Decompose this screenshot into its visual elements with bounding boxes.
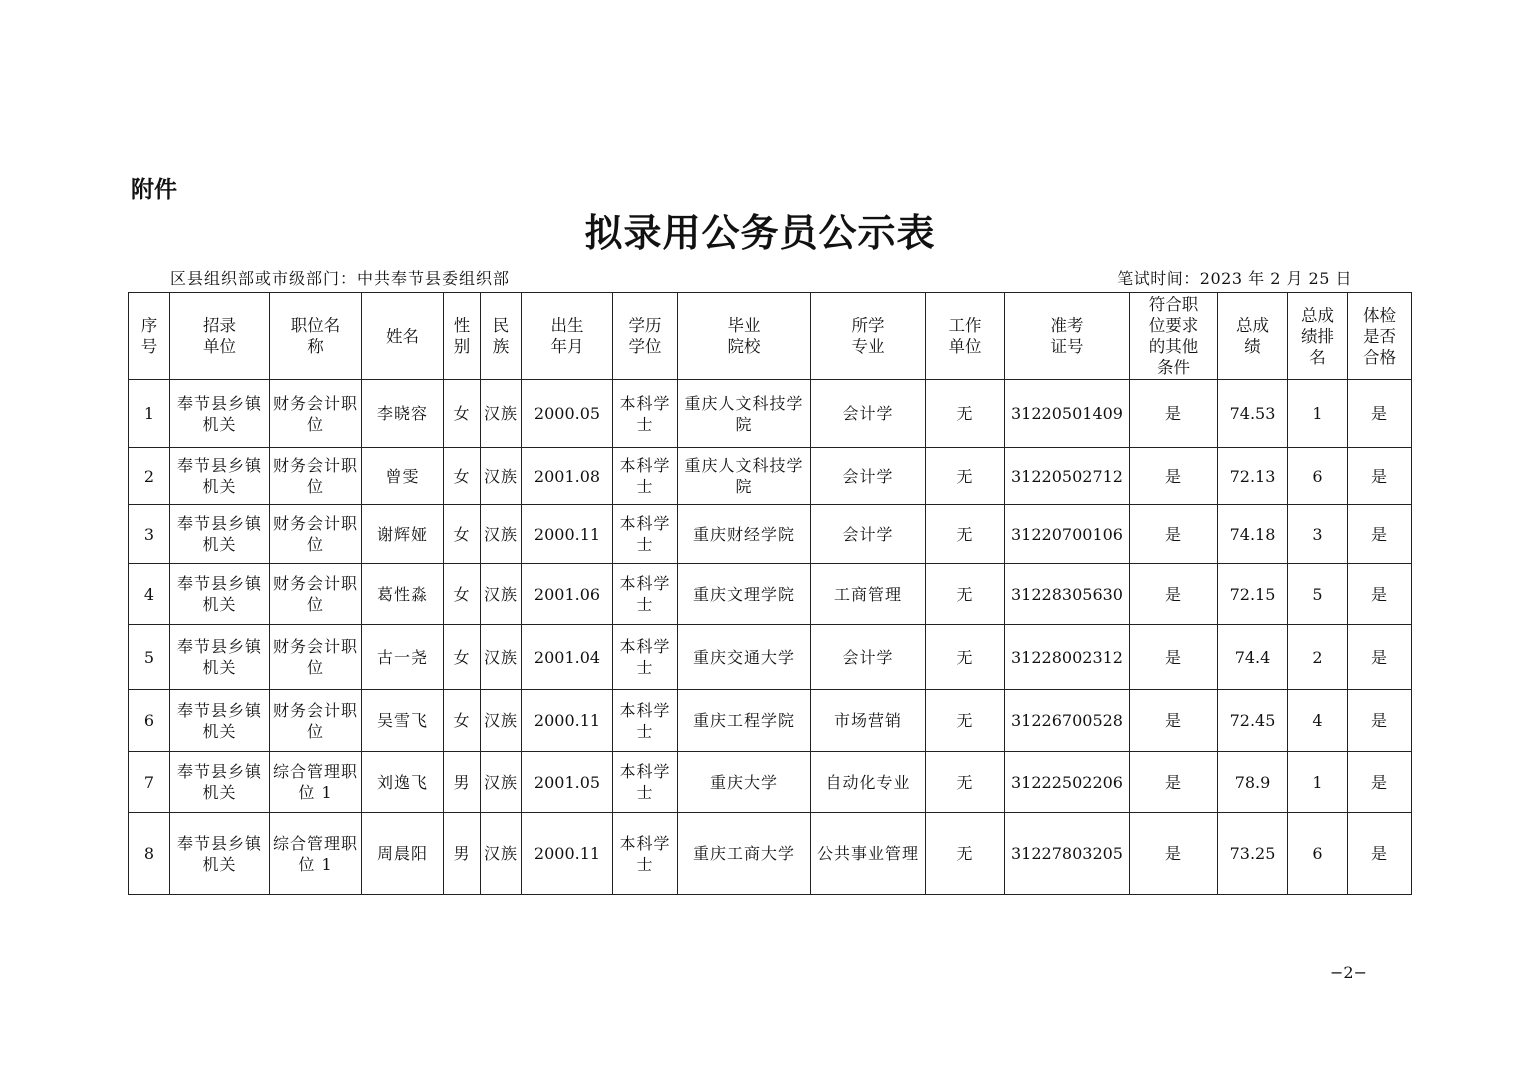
cell-degree: 本科学士	[613, 813, 678, 895]
cell-major: 会计学	[811, 625, 926, 690]
cell-school: 重庆工程学院	[678, 690, 811, 752]
page-number: −2−	[1330, 963, 1367, 982]
cell-ethnicity: 汉族	[481, 690, 522, 752]
cell-rank: 1	[1288, 380, 1348, 448]
cell-unit: 奉节县乡镇机关	[170, 448, 270, 505]
cell-school: 重庆工商大学	[678, 813, 811, 895]
cell-rank: 1	[1288, 752, 1348, 813]
cell-score: 74.4	[1218, 625, 1288, 690]
cell-major: 自动化专业	[811, 752, 926, 813]
cell-name: 谢辉娅	[362, 505, 444, 564]
cell-birth: 2001.04	[522, 625, 613, 690]
cell-ethnicity: 汉族	[481, 505, 522, 564]
cell-physical: 是	[1348, 505, 1412, 564]
cell-position: 财务会计职位	[270, 690, 362, 752]
cell-no: 2	[129, 448, 170, 505]
cell-score: 74.18	[1218, 505, 1288, 564]
cell-workplace: 无	[926, 625, 1005, 690]
cell-unit: 奉节县乡镇机关	[170, 752, 270, 813]
table-row	[129, 505, 1412, 564]
department-line: 区县组织部或市级部门：中共奉节县委组织部	[170, 269, 511, 288]
cell-no: 8	[129, 813, 170, 895]
cell-score: 72.13	[1218, 448, 1288, 505]
cell-physical: 是	[1348, 625, 1412, 690]
cell-school: 重庆大学	[678, 752, 811, 813]
cell-no: 4	[129, 564, 170, 625]
col-header-ethnicity: 民 族	[481, 293, 522, 380]
cell-exam-id: 31222502206	[1005, 752, 1130, 813]
cell-position: 财务会计职位	[270, 380, 362, 448]
cell-degree: 本科学士	[613, 505, 678, 564]
cell-no: 7	[129, 752, 170, 813]
cell-position: 财务会计职位	[270, 448, 362, 505]
cell-workplace: 无	[926, 380, 1005, 448]
cell-physical: 是	[1348, 690, 1412, 752]
col-header-score: 总成 绩	[1218, 293, 1288, 380]
cell-no: 6	[129, 690, 170, 752]
cell-other: 是	[1130, 625, 1218, 690]
table-row	[129, 380, 1412, 448]
cell-position: 综合管理职位 1	[270, 813, 362, 895]
col-header-other: 符合职 位要求 的其他 条件	[1130, 293, 1218, 380]
cell-degree: 本科学士	[613, 380, 678, 448]
cell-degree: 本科学士	[613, 690, 678, 752]
cell-unit: 奉节县乡镇机关	[170, 380, 270, 448]
table-row	[129, 625, 1412, 690]
cell-exam-id: 31226700528	[1005, 690, 1130, 752]
cell-workplace: 无	[926, 690, 1005, 752]
cell-workplace: 无	[926, 448, 1005, 505]
cell-score: 74.53	[1218, 380, 1288, 448]
cell-other: 是	[1130, 752, 1218, 813]
cell-name: 曾雯	[362, 448, 444, 505]
table-row	[129, 813, 1412, 895]
cell-unit: 奉节县乡镇机关	[170, 625, 270, 690]
cell-rank: 3	[1288, 505, 1348, 564]
cell-gender: 女	[444, 564, 481, 625]
cell-school: 重庆文理学院	[678, 564, 811, 625]
cell-birth: 2001.08	[522, 448, 613, 505]
cell-name: 李晓容	[362, 380, 444, 448]
cell-physical: 是	[1348, 752, 1412, 813]
cell-major: 市场营销	[811, 690, 926, 752]
cell-no: 1	[129, 380, 170, 448]
cell-exam-id: 31220502712	[1005, 448, 1130, 505]
cell-ethnicity: 汉族	[481, 448, 522, 505]
cell-gender: 女	[444, 505, 481, 564]
cell-other: 是	[1130, 813, 1218, 895]
cell-other: 是	[1130, 448, 1218, 505]
cell-school: 重庆人文科技学院	[678, 380, 811, 448]
col-header-degree: 学历 学位	[613, 293, 678, 380]
candidates-table	[128, 292, 1412, 895]
col-header-no: 序 号	[129, 293, 170, 380]
cell-position: 财务会计职位	[270, 505, 362, 564]
table-header-row	[129, 293, 1412, 380]
cell-degree: 本科学士	[613, 752, 678, 813]
cell-ethnicity: 汉族	[481, 625, 522, 690]
cell-major: 会计学	[811, 448, 926, 505]
cell-unit: 奉节县乡镇机关	[170, 505, 270, 564]
cell-score: 72.45	[1218, 690, 1288, 752]
cell-birth: 2000.05	[522, 380, 613, 448]
cell-no: 3	[129, 505, 170, 564]
col-header-school: 毕业 院校	[678, 293, 811, 380]
col-header-physical: 体检 是否 合格	[1348, 293, 1412, 380]
col-header-major: 所学 专业	[811, 293, 926, 380]
cell-ethnicity: 汉族	[481, 813, 522, 895]
cell-school: 重庆人文科技学院	[678, 448, 811, 505]
cell-name: 古一尧	[362, 625, 444, 690]
cell-gender: 女	[444, 625, 481, 690]
cell-degree: 本科学士	[613, 448, 678, 505]
col-header-position: 职位名 称	[270, 293, 362, 380]
cell-birth: 2001.06	[522, 564, 613, 625]
cell-workplace: 无	[926, 813, 1005, 895]
cell-exam-id: 31220700106	[1005, 505, 1130, 564]
cell-degree: 本科学士	[613, 625, 678, 690]
cell-rank: 5	[1288, 564, 1348, 625]
cell-physical: 是	[1348, 813, 1412, 895]
cell-major: 会计学	[811, 505, 926, 564]
cell-name: 周晨阳	[362, 813, 444, 895]
cell-workplace: 无	[926, 752, 1005, 813]
cell-unit: 奉节县乡镇机关	[170, 564, 270, 625]
cell-name: 吴雪飞	[362, 690, 444, 752]
cell-birth: 2001.05	[522, 752, 613, 813]
col-header-workplace: 工作 单位	[926, 293, 1005, 380]
cell-name: 葛性淼	[362, 564, 444, 625]
cell-workplace: 无	[926, 564, 1005, 625]
col-header-name: 姓名	[362, 293, 444, 380]
cell-position: 财务会计职位	[270, 564, 362, 625]
cell-rank: 4	[1288, 690, 1348, 752]
cell-ethnicity: 汉族	[481, 380, 522, 448]
cell-unit: 奉节县乡镇机关	[170, 690, 270, 752]
col-header-rank: 总成 绩排 名	[1288, 293, 1348, 380]
col-header-exam-id: 准考 证号	[1005, 293, 1130, 380]
cell-major: 工商管理	[811, 564, 926, 625]
cell-gender: 男	[444, 813, 481, 895]
cell-ethnicity: 汉族	[481, 752, 522, 813]
col-header-gender: 性 别	[444, 293, 481, 380]
cell-other: 是	[1130, 564, 1218, 625]
cell-birth: 2000.11	[522, 813, 613, 895]
cell-exam-id: 31227803205	[1005, 813, 1130, 895]
exam-date-line: 笔试时间：2023 年 2 月 25 日	[1117, 269, 1352, 288]
cell-physical: 是	[1348, 564, 1412, 625]
cell-workplace: 无	[926, 505, 1005, 564]
table-row	[129, 690, 1412, 752]
cell-score: 73.25	[1218, 813, 1288, 895]
cell-exam-id: 31228002312	[1005, 625, 1130, 690]
cell-gender: 男	[444, 752, 481, 813]
cell-other: 是	[1130, 505, 1218, 564]
cell-score: 72.15	[1218, 564, 1288, 625]
cell-major: 会计学	[811, 380, 926, 448]
table-row	[129, 564, 1412, 625]
cell-birth: 2000.11	[522, 505, 613, 564]
cell-rank: 2	[1288, 625, 1348, 690]
cell-gender: 女	[444, 690, 481, 752]
cell-rank: 6	[1288, 813, 1348, 895]
table-row	[129, 752, 1412, 813]
cell-school: 重庆交通大学	[678, 625, 811, 690]
cell-unit: 奉节县乡镇机关	[170, 813, 270, 895]
cell-school: 重庆财经学院	[678, 505, 811, 564]
cell-exam-id: 31220501409	[1005, 380, 1130, 448]
cell-other: 是	[1130, 380, 1218, 448]
table-body	[129, 380, 1412, 895]
cell-rank: 6	[1288, 448, 1348, 505]
cell-major: 公共事业管理	[811, 813, 926, 895]
cell-no: 5	[129, 625, 170, 690]
page-title: 拟录用公务员公示表	[584, 210, 936, 255]
attachment-label: 附件	[131, 177, 177, 203]
col-header-birth: 出生 年月	[522, 293, 613, 380]
table-row	[129, 448, 1412, 505]
cell-physical: 是	[1348, 380, 1412, 448]
cell-name: 刘逸飞	[362, 752, 444, 813]
cell-score: 78.9	[1218, 752, 1288, 813]
cell-position: 综合管理职位 1	[270, 752, 362, 813]
cell-position: 财务会计职位	[270, 625, 362, 690]
col-header-unit: 招录 单位	[170, 293, 270, 380]
cell-ethnicity: 汉族	[481, 564, 522, 625]
cell-other: 是	[1130, 690, 1218, 752]
cell-gender: 女	[444, 380, 481, 448]
cell-degree: 本科学士	[613, 564, 678, 625]
cell-birth: 2000.11	[522, 690, 613, 752]
cell-gender: 女	[444, 448, 481, 505]
cell-physical: 是	[1348, 448, 1412, 505]
cell-exam-id: 31228305630	[1005, 564, 1130, 625]
